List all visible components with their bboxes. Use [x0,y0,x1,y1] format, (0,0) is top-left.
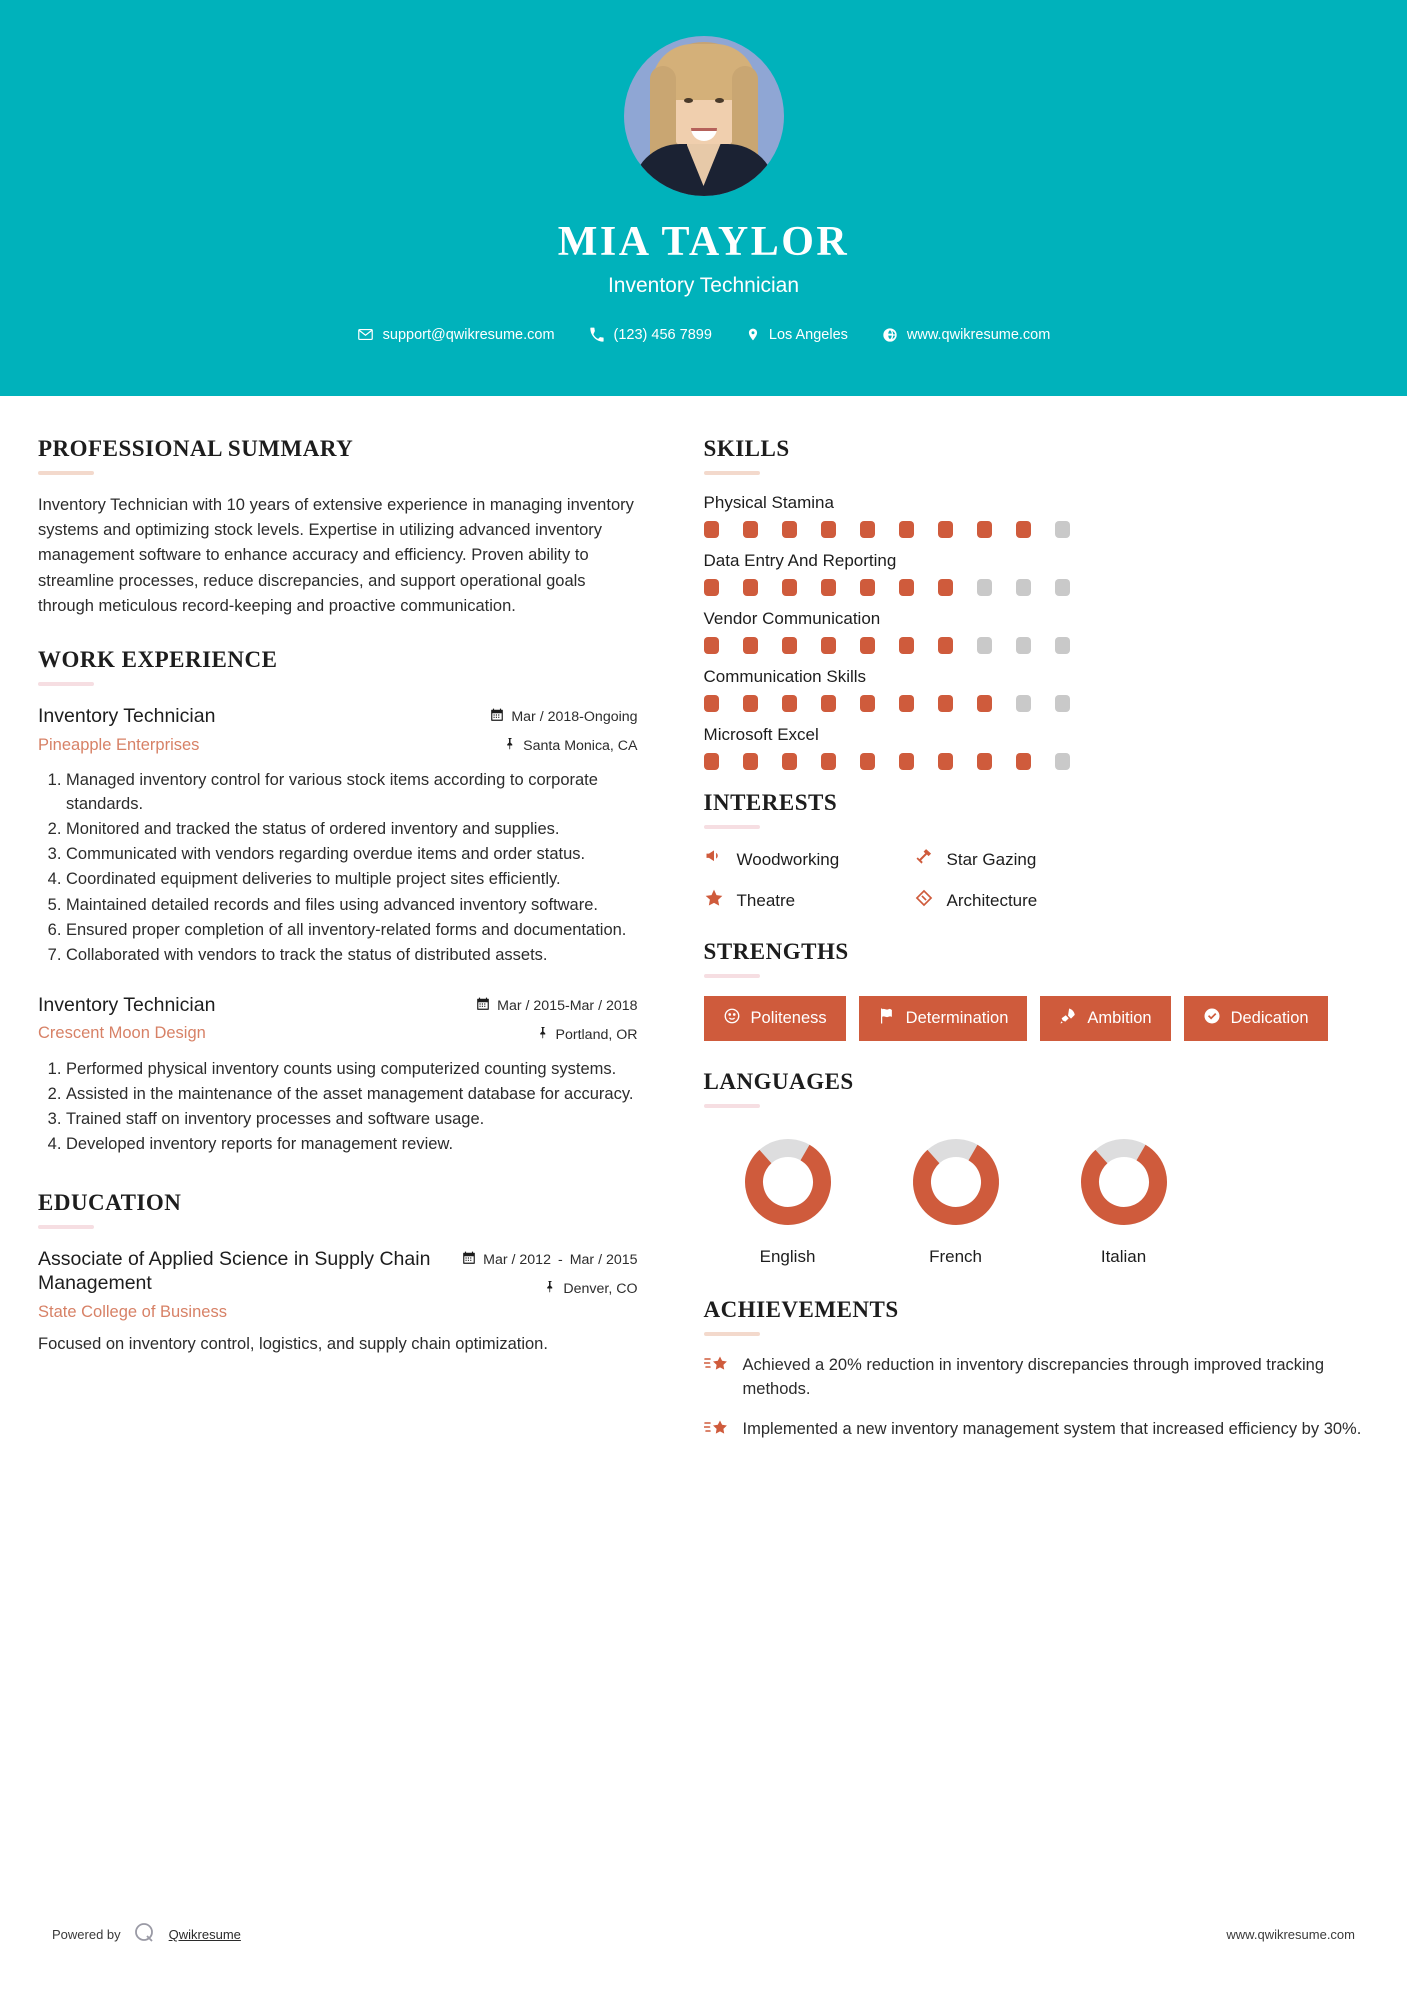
section-title-skills: SKILLS [703,436,790,461]
skill-item [704,493,1369,538]
section-title-achievements: ACHIEVEMENTS [703,1297,899,1322]
language-name: English [759,1247,816,1266]
skill-dot-filled [1016,521,1031,538]
contact-website-text: www.qwikresume.com [906,326,1051,343]
skill-dot-empty [1055,637,1070,654]
work-location-text: Portland, OR [555,1026,638,1043]
skill-dot-filled [1016,753,1031,770]
achievement-text: Implemented a new inventory management system that increased efficiency by 30%. [742,1419,1362,1438]
skill-dot-filled [821,579,836,596]
work-bullet: 4. Developed inventory reports for management review. [66,1132,638,1156]
interest-item [914,888,1369,913]
section-interests [704,790,1369,913]
skill-dot-filled [860,753,875,770]
language-name: French [929,1247,982,1266]
skill-dot-filled [743,695,758,712]
calendar-icon [490,708,504,726]
interest-item [704,888,914,913]
achievement-text: Achieved a 20% reduction in inventory discrepancies through improved tracking methods. [742,1356,1325,1398]
skill-dot-filled [938,695,953,712]
smiley-icon [723,1007,741,1030]
interest-label: Architecture [946,890,1038,910]
education-description: Focused on inventory control, logistics, and supply chain optimization. [38,1334,548,1353]
skill-dot-empty [1055,521,1070,538]
achievement-item [704,1354,1369,1402]
flag-icon [878,1007,896,1030]
envelope-icon [357,326,374,343]
section-rule [704,471,760,475]
language-donut [872,1134,1040,1235]
right-column [670,436,1369,1463]
section-title-languages: LANGUAGES [703,1069,854,1094]
diamond-icon [914,888,934,913]
skill-dot-filled [860,521,875,538]
skill-dot-empty [1055,695,1070,712]
skill-dot-filled [938,579,953,596]
shooting-star-icon [704,1418,730,1447]
section-rule [704,974,760,978]
work-bullet: 6. Ensured proper completion of all inventory-related forms and documentation. [66,918,638,942]
skill-rating [704,637,1369,654]
contact-location-text: Los Angeles [768,326,848,343]
skill-dot-filled [782,753,797,770]
work-bullet: 3. Trained staff on inventory processes and software usage. [66,1107,638,1131]
skill-dot-filled [782,695,797,712]
skill-dot-filled [704,637,719,654]
achievement-item [704,1418,1369,1447]
education-school: State College of Business [38,1302,227,1321]
languages-list [704,1126,1369,1267]
skill-dot-filled [899,753,914,770]
education-location-text: Denver, CO [563,1281,638,1298]
language-item [1040,1134,1208,1267]
section-rule [704,1104,760,1108]
skill-rating [704,521,1369,538]
skill-dot-filled [743,579,758,596]
skill-dot-empty [1055,753,1070,770]
contact-phone[interactable] [589,327,712,343]
skill-dot-filled [899,579,914,596]
skill-dot-filled [860,695,875,712]
strength-label: Dedication [1230,1009,1309,1027]
skill-rating [704,695,1369,712]
section-professional-summary [38,436,638,619]
strength-label: Ambition [1087,1009,1152,1027]
work-role: Inventory Technician [38,993,216,1016]
calendar-icon [462,1251,476,1269]
skill-dot-filled [743,521,758,538]
skill-name: Data Entry And Reporting [703,551,897,570]
skill-dot-filled [977,521,992,538]
education-date [462,1251,637,1269]
work-date-text: Mar / 2015-Mar / 2018 [497,997,638,1014]
skill-dot-filled [704,695,719,712]
language-donut [1040,1134,1208,1235]
skill-dot-empty [1055,579,1070,596]
work-bullets [38,1057,638,1156]
skill-dot-filled [899,637,914,654]
work-bullet: 2. Monitored and tracked the status of ordered inventory and supplies. [66,817,638,841]
check-circle-icon [1203,1007,1221,1030]
work-entry [38,704,638,967]
section-skills [704,436,1369,770]
professional-summary-text: Inventory Technician with 10 years of extensive experience in managing inventory systems and optimizing stock levels. Expertise in utilizing advanced inventory management software to enhance accuracy and efficiency. Proven ability to streamline processes, reduce discrepancies, and support operational goals through meticulous record-keeping and proactive communication. [38,496,634,615]
work-bullet: 3. Communicated with vendors regarding overdue items and order status. [66,842,638,866]
education-date-end: Mar / 2015 [569,1251,638,1268]
candidate-job-title: Inventory Technician [607,274,800,297]
candidate-name: MIA TAYLOR [557,219,850,265]
pin-icon [504,737,516,755]
section-rule [38,682,94,686]
skill-dot-filled [821,637,836,654]
work-bullet: 2. Assisted in the maintenance of the asset management database for accuracy. [66,1082,638,1106]
interests-grid [704,847,1369,913]
section-rule [38,1225,94,1229]
skill-dot-filled [782,579,797,596]
skill-name: Physical Stamina [703,493,834,512]
interest-label: Star Gazing [946,849,1037,869]
skill-dot-filled [704,579,719,596]
work-bullet: 4. Coordinated equipment deliveries to multiple project sites efficiently. [66,867,638,891]
skill-dot-filled [821,753,836,770]
skill-dot-filled [782,637,797,654]
skill-rating [704,753,1369,770]
star-icon [704,888,724,913]
section-rule [704,825,760,829]
skill-dot-filled [860,579,875,596]
section-work-experience [38,647,638,1156]
contact-row [0,326,1407,343]
avatar [624,36,784,196]
contact-website[interactable] [882,327,1050,343]
skill-dot-empty [1016,695,1031,712]
skill-dot-filled [938,521,953,538]
skill-dot-empty [977,637,992,654]
globe-icon [882,327,898,343]
work-bullet: 1. Performed physical inventory counts using computerized counting systems. [66,1057,638,1081]
education-date-separator: - [557,1252,563,1269]
education-date-start: Mar / 2012 [483,1251,551,1268]
work-bullet: 1. Managed inventory control for various stock items according to corporate standards. [66,768,638,816]
skill-dot-filled [704,753,719,770]
skill-item [704,667,1369,712]
interest-item [914,847,1369,872]
work-company: Pineapple Enterprises [38,735,200,754]
resume-body [0,396,1407,1463]
map-pin-icon [746,326,760,343]
skill-dot-filled [860,637,875,654]
skill-dot-filled [782,521,797,538]
work-bullet: 5. Maintained detailed records and files using advanced inventory software. [66,893,638,917]
work-date [476,997,637,1015]
skill-dot-filled [938,637,953,654]
work-entry [38,993,638,1156]
section-title-work-experience: WORK EXPERIENCE [38,647,278,673]
section-title-strengths: STRENGTHS [703,939,849,964]
footer-brand-link[interactable]: Qwikresume [168,1927,241,1942]
rocket-icon [1059,1007,1077,1030]
language-item [704,1134,872,1267]
contact-email[interactable] [357,326,555,343]
skill-dot-filled [821,695,836,712]
strength-item [1040,996,1170,1041]
strength-item [859,996,1028,1041]
education-location [462,1280,637,1298]
work-location-text: Santa Monica, CA [523,738,638,755]
work-date [490,708,637,726]
avatar-photo [624,36,784,196]
megaphone-icon [704,847,724,872]
section-rule [38,471,94,475]
resume-header [0,0,1407,396]
interest-label: Theatre [736,890,796,910]
work-date-text: Mar / 2018-Ongoing [511,709,638,726]
section-rule [704,1332,760,1336]
skill-item [704,725,1369,770]
skill-item [704,551,1369,596]
footer-website: www.qwikresume.com [1226,1927,1355,1942]
contact-location[interactable] [746,326,848,343]
section-title-professional-summary: PROFESSIONAL SUMMARY [38,436,354,461]
skill-dot-filled [977,753,992,770]
calendar-icon [476,997,490,1015]
language-donut [704,1134,872,1235]
skill-dot-filled [704,521,719,538]
section-education [38,1190,638,1357]
pin-icon [544,1280,556,1298]
skill-dot-filled [899,521,914,538]
contact-email-text: support@qwikresume.com [382,326,555,343]
strength-item [1184,996,1328,1041]
footer-powered-by: Powered by [52,1927,121,1942]
skill-rating [704,579,1369,596]
work-location [476,1026,637,1044]
footer-branding [52,1921,241,1948]
skill-dot-filled [977,695,992,712]
strength-label: Determination [905,1009,1009,1027]
skill-dot-filled [899,695,914,712]
skill-name: Communication Skills [703,667,867,686]
skill-dot-filled [743,637,758,654]
section-title-education: EDUCATION [38,1190,182,1216]
work-location [490,737,637,755]
skill-dot-empty [977,579,992,596]
work-role: Inventory Technician [38,705,216,728]
phone-icon [589,327,605,343]
education-degree: Associate of Applied Science in Supply Chain Management [38,1248,431,1295]
hammer-icon [914,847,934,872]
skill-dot-filled [821,521,836,538]
skill-dot-empty [1016,579,1031,596]
section-strengths [704,939,1369,1041]
work-bullet: 7. Collaborated with vendors to track the status of distributed assets. [66,943,638,967]
shooting-star-icon [704,1354,730,1383]
language-name: Italian [1100,1247,1147,1266]
strength-label: Politeness [750,1009,827,1027]
resume-footer [0,1921,1407,1948]
qwikresume-logo-icon [133,1921,157,1948]
section-achievements [704,1297,1369,1447]
pin-icon [537,1026,549,1044]
education-entry [38,1247,638,1357]
skill-item [704,609,1369,654]
language-item [872,1134,1040,1267]
section-title-interests: INTERESTS [703,790,838,815]
section-languages [704,1069,1369,1267]
skill-name: Vendor Communication [703,609,881,628]
interest-label: Woodworking [736,849,840,869]
left-column [38,436,670,1463]
strength-item [704,996,846,1041]
work-company: Crescent Moon Design [38,1024,206,1043]
interest-item [704,847,914,872]
skill-name: Microsoft Excel [703,725,819,744]
skill-dot-filled [938,753,953,770]
contact-phone-text: (123) 456 7899 [613,326,712,343]
strengths-list [704,996,1369,1041]
skill-dot-empty [1016,637,1031,654]
work-bullets [38,768,638,967]
skill-dot-filled [743,753,758,770]
